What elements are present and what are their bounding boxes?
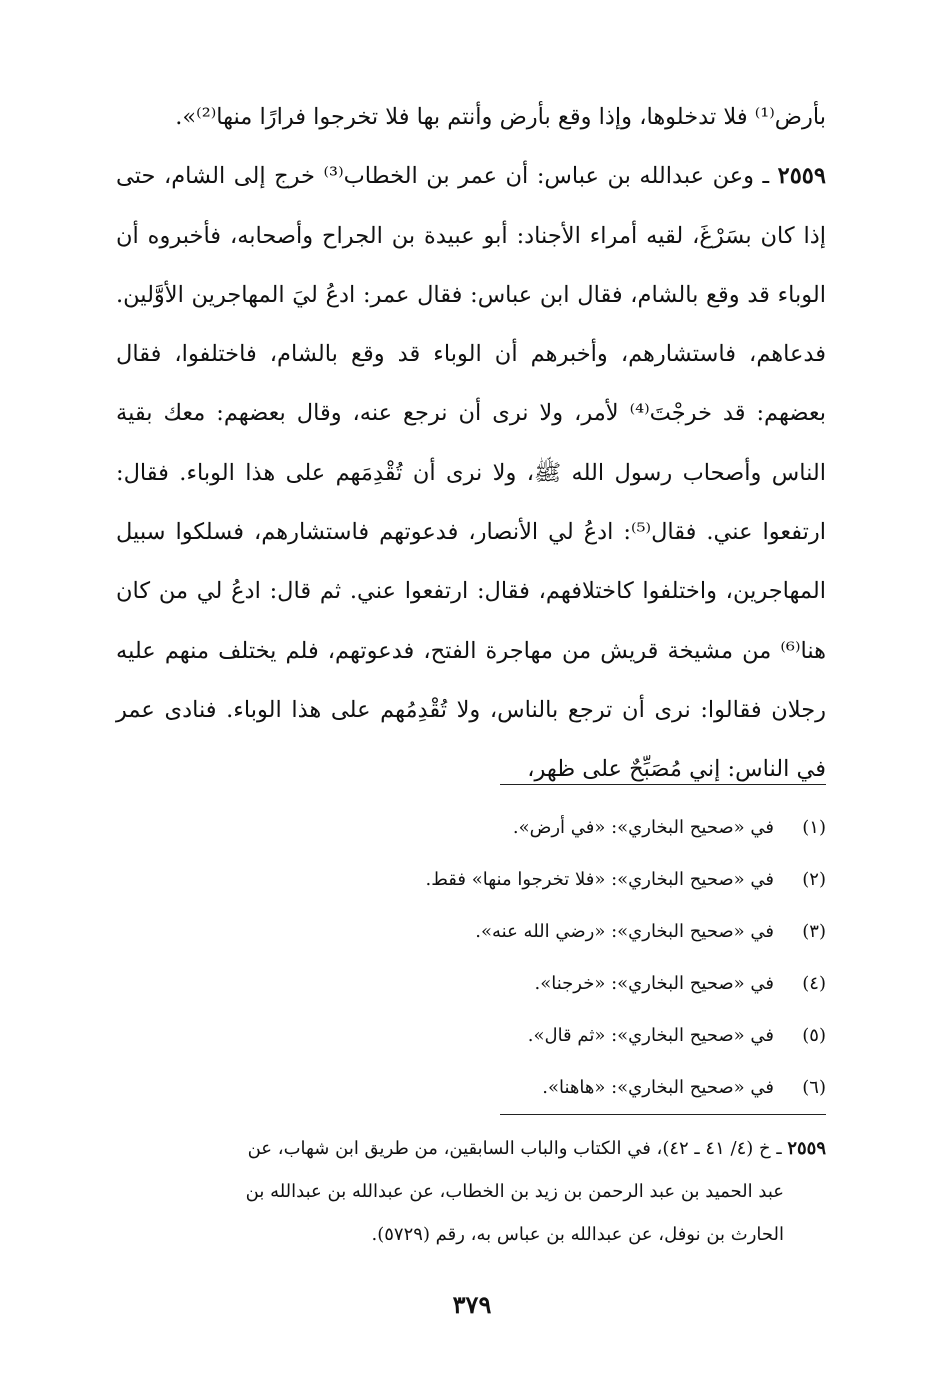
footnote-6: [200, 1062, 826, 1114]
footnote-number: (٤): [802, 973, 826, 994]
takhrij-note: [116, 1127, 826, 1256]
footnote-number: (٢): [802, 869, 826, 890]
footnote-text: في «صحيح البخاري»: «خرجنا».: [534, 973, 774, 994]
hadith-body: ـ وعن عبدالله بن عباس: أن عمر بن الخطاب⁽³⁾ خرج إلى الشام، حتى إذا كان بسَرْغَ، لقيه أمراء الأجناد: أبو عبيدة بن الجراح وأصحابه، فأخبروه أن الوباء قد وقع بالشام، فقال ابن عباس: فقال عمر: ادعُ ليَ المهاجرين الأوَّلين. فدعاهم، فاستشارهم، وأخبرهم أن الوباء قد وقع بالشام، فاختلفوا، فقال بعضهم: قد خرجْتَ⁽⁴⁾ لأمر، ولا نرى أن نرجع عنه، وقال بعضهم: معك بقية الناس وأصحاب رسول الله ﷺ، ولا نرى أن تُقْدِمَهم على هذا الوباء. فقال: ارتفعوا عني. فقال⁽⁵⁾: ادعُ لي الأنصار، فدعوتهم فاستشارهم، فسلكوا سبيل المهاجرين، واختلفوا كاختلافهم، فقال: ارتفعوا عني. ثم قال: ادعُ لي من كان هنا⁽⁶⁾ من مشيخة قريش من مهاجرة الفتح، فدعوتهم، فلم يختلف منهم عليه رجلان فقالوا: نرى أن ترجع بالناس، ولا تُقْدِمُهم على هذا الوباء. فنادى عمر في الناس: إني مُصَبِّحٌ على ظهر،: [116, 163, 826, 783]
footnote-divider: [500, 784, 826, 785]
footnote-number: (١): [802, 817, 826, 838]
footnote-number: (٥): [802, 1025, 826, 1046]
footnote-number: (٣): [802, 921, 826, 942]
footnote-text: في «صحيح البخاري»: «رضي الله عنه».: [475, 921, 774, 942]
footnote-text: في «صحيح البخاري»: «هاهنا».: [542, 1077, 774, 1098]
footnote-1: [200, 802, 826, 854]
footnote-text: في «صحيح البخاري»: «فلا تخرجوا منها» فقط.: [425, 869, 774, 890]
takhrij-line-1: [116, 1127, 826, 1170]
footnote-text: في «صحيح البخاري»: «في أرض».: [512, 817, 774, 838]
main-text: [116, 88, 826, 800]
takhrij-line-3: الحارث بن نوفل، عن عبدالله بن عباس به، رقم (٥٧٢٩).: [371, 1224, 784, 1245]
footnote-text: في «صحيح البخاري»: «ثم قال».: [527, 1025, 774, 1046]
takhrij-number: ٢٥٥٩: [787, 1138, 826, 1159]
footnote-5: [200, 1010, 826, 1062]
page-number: ٣٧٩: [452, 1290, 492, 1319]
takhrij-divider: [500, 1114, 826, 1115]
takhrij-line-1-text: ـ خ (٤/ ٤١ ـ ٤٢)، في الكتاب والباب السابقين، من طريق ابن شهاب، عن: [247, 1138, 788, 1159]
footnotes: [200, 802, 826, 1114]
footnote-number: (٦): [802, 1077, 826, 1098]
footnote-3: [200, 906, 826, 958]
hadith-paragraph: [116, 147, 826, 799]
continuation-paragraph: بأرض⁽¹⁾ فلا تدخلوها، وإذا وقع بأرض وأنتم بها فلا تخرجوا فرارًا منها⁽²⁾».: [175, 104, 826, 130]
takhrij-line-2: عبد الحميد بن عبد الرحمن بن زيد بن الخطاب، عن عبدالله بن عبدالله بن: [245, 1181, 784, 1202]
hadith-number: ٢٥٥٩: [777, 163, 826, 190]
footnote-4: [200, 958, 826, 1010]
footnote-2: [200, 854, 826, 906]
